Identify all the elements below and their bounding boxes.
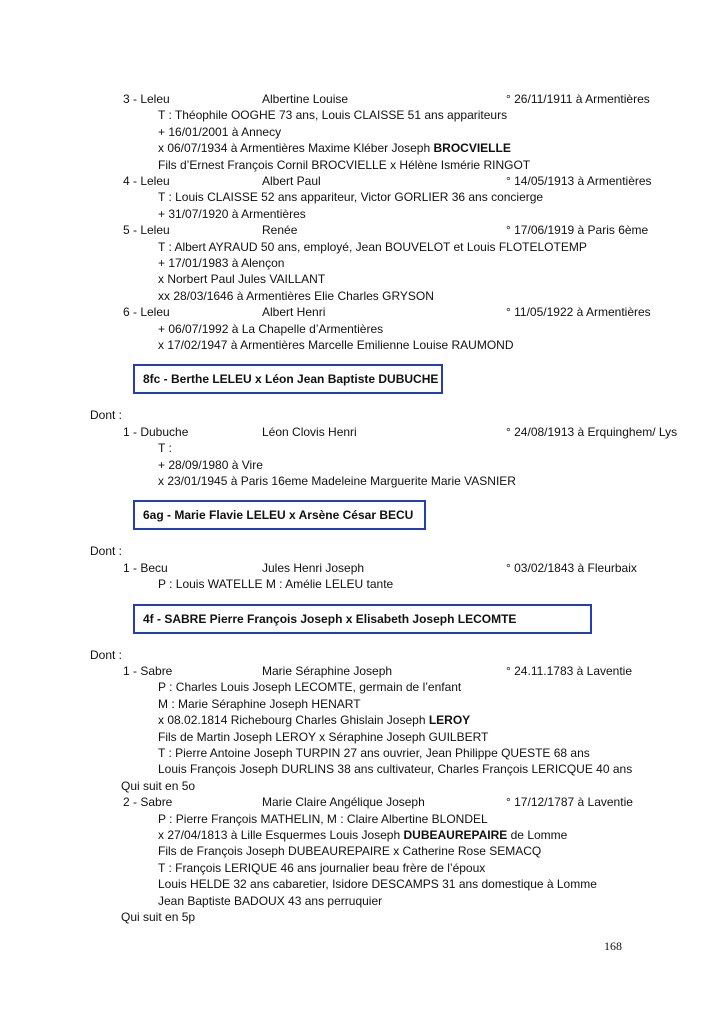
- entry-detail-line: [158, 338, 514, 353]
- detail-text: x Norbert Paul Jules VAILLANT: [158, 272, 326, 287]
- entry-detail-line: [158, 158, 530, 173]
- detail-text: + 06/07/1992 à La Chapelle d’Armentières: [158, 321, 384, 336]
- detail-text: T : François LERIQUE 46 ans journalier beau frère de l’époux: [158, 860, 486, 875]
- detail-text: xx 28/03/1646 à Armentières Elie Charles GRYSON: [158, 288, 434, 303]
- detail-text: M : Marie Séraphine Joseph HENART: [158, 696, 361, 711]
- entry-detail-line: [158, 141, 511, 156]
- entry-birth: ° 24.11.1783 à Laventie: [506, 664, 633, 678]
- continuation-note: Qui suit en 5p: [121, 910, 196, 924]
- entry-first-names: Renée: [262, 223, 298, 238]
- entry-birth: ° 24/08/1913 à Erquinghem/ Lys: [506, 424, 678, 439]
- detail-text: T : Théophile OOGHE 73 ans, Louis CLAISSE 51 ans appariteurs: [158, 108, 508, 123]
- entry-first-names: Léon Clovis Henri: [262, 424, 357, 439]
- entry-detail-line: [158, 746, 590, 761]
- entry-detail-line: [158, 256, 284, 271]
- detail-text: Jean Baptiste BADOUX 43 ans perruquier: [158, 893, 383, 908]
- entry-number: 4 - Leleu: [123, 174, 170, 188]
- entry-detail-line: [158, 894, 382, 909]
- detail-surname-bold: DUBEAUREPAIRE: [403, 828, 508, 842]
- entry-number: 2 - Sabre: [123, 795, 173, 810]
- dont-label: Dont :: [90, 647, 123, 662]
- dont-label: Dont :: [90, 544, 123, 559]
- entry-number: 5 - Leleu: [123, 223, 170, 238]
- detail-surname-bold: BROCVIELLE: [433, 141, 511, 156]
- detail-text: Fils de Martin Joseph LEROY x Séraphine Joseph GUILBERT: [158, 729, 489, 744]
- entry-birth: ° 03/02/1843 à Fleurbaix: [506, 560, 637, 575]
- detail-text: T : Albert AYRAUD 50 ans, employé, Jean BOUVELOT et Louis FLOTELOTEMP: [158, 239, 587, 254]
- entry-detail-line: [158, 713, 470, 728]
- detail-text: x 17/02/1947 à Armentières Marcelle Emilienne Louise RAUMOND: [158, 338, 514, 352]
- detail-text: Fils d’Ernest François Cornil BROCVIELLE x Hélène Ismérie RINGOT: [158, 157, 531, 172]
- entry-number: 6 - Leleu: [123, 305, 170, 320]
- detail-text: Fils de François Joseph DUBEAUREPAIRE x Catherine Rose SEMACQ: [158, 844, 542, 859]
- entry-number: 3 - Leleu: [123, 92, 170, 106]
- detail-text: Louis HELDE 32 ans cabaretier, Isidore DESCAMPS 31 ans domestique à Lomme: [158, 877, 597, 892]
- detail-text: + 28/09/1980 à Vire: [158, 457, 263, 472]
- detail-text: + 31/07/1920 à Armentières: [158, 206, 306, 221]
- detail-text: x 27/04/1813 à Lille Esquermes Louis Joseph: [158, 828, 404, 842]
- entry-detail-line: [158, 190, 543, 205]
- family-header-box: 4f - SABRE Pierre François Joseph x Elisabeth Joseph LECOMTE: [133, 604, 592, 634]
- entry-detail-line: [158, 458, 263, 473]
- entry-number: 1 - Dubuche: [123, 424, 189, 439]
- entry-detail-line: [158, 844, 541, 859]
- detail-text: T :: [158, 441, 172, 456]
- entry-detail-line: [158, 861, 485, 876]
- entry-detail-line: [158, 577, 393, 592]
- detail-text: + 17/01/1983 à Alençon: [158, 256, 285, 270]
- entry-detail-line: [158, 272, 325, 287]
- detail-surname-bold: LEROY: [428, 713, 471, 728]
- entry-detail-line: [158, 240, 587, 255]
- detail-text-after: de Lomme: [507, 828, 568, 842]
- detail-text: P : Pierre François MATHELIN, M : Claire Albertine BLONDEL: [158, 811, 488, 826]
- family-header-box: 6ag - Marie Flavie LELEU x Arsène César BECU: [133, 500, 426, 530]
- detail-text: + 16/01/2001 à Annecy: [158, 124, 282, 139]
- entry-birth: ° 17/06/1919 à Paris 6ème: [506, 223, 649, 238]
- entry-birth: ° 26/11/1911 à Armentières: [506, 92, 650, 106]
- entry-birth: ° 14/05/1913 à Armentières: [506, 174, 652, 188]
- detail-text: T : Louis CLAISSE 52 ans appariteur, Victor GORLIER 36 ans concierge: [158, 190, 544, 205]
- entry-detail-line: [158, 828, 567, 843]
- entry-detail-line: [158, 125, 281, 140]
- entry-first-names: Albert Henri: [262, 305, 326, 320]
- entry-detail-line: [158, 680, 461, 695]
- entry-detail-line: [158, 730, 488, 745]
- entry-birth: ° 17/12/1787 à Laventie: [506, 795, 633, 810]
- entry-first-names: Marie Séraphine Joseph: [262, 664, 393, 678]
- entry-birth: ° 11/05/1922 à Armentières: [506, 305, 651, 320]
- entry-first-names: Jules Henri Joseph: [262, 560, 365, 575]
- entry-detail-line: [158, 108, 507, 123]
- family-header-box: 8fc - Berthe LELEU x Léon Jean Baptiste DUBUCHE: [133, 364, 443, 394]
- entry-detail-line: [158, 812, 488, 827]
- continuation-note: Qui suit en 5o: [121, 778, 196, 793]
- entry-first-names: Marie Claire Angélique Joseph: [262, 795, 425, 810]
- detail-text: T : Pierre Antoine Joseph TURPIN 27 ans ouvrier, Jean Philippe QUESTE 68 ans: [158, 746, 590, 760]
- entry-detail-line: [158, 877, 597, 892]
- entry-detail-line: [158, 289, 434, 304]
- detail-text: P : Louis WATELLE M : Amélie LELEU tante: [158, 577, 394, 592]
- entry-detail-line: [158, 441, 172, 456]
- entry-detail-line: [158, 697, 361, 712]
- entry-detail-line: [158, 207, 306, 222]
- entry-first-names: Albertine Louise: [262, 92, 349, 106]
- entry-detail-line: [158, 322, 383, 337]
- detail-text: x 06/07/1934 à Armentières Maxime Kléber Joseph: [158, 141, 434, 156]
- entry-first-names: Albert Paul: [262, 174, 321, 188]
- entry-detail-line: [158, 474, 516, 489]
- entry-number: 1 - Sabre: [123, 664, 173, 678]
- entry-detail-line: [158, 762, 632, 777]
- detail-text: x 23/01/1945 à Paris 16eme Madeleine Marguerite Marie VASNIER: [158, 474, 516, 488]
- page-number: 168: [604, 939, 622, 953]
- entry-number: 1 - Becu: [123, 560, 168, 575]
- dont-label: Dont :: [90, 408, 123, 423]
- detail-text: P : Charles Louis Joseph LECOMTE, germain de l’enfant: [158, 680, 462, 695]
- detail-text: Louis François Joseph DURLINS 38 ans cultivateur, Charles François LERICQUE 40 ans: [158, 762, 633, 777]
- detail-text: x 08.02.1814 Richebourg Charles Ghislain Joseph: [158, 713, 429, 728]
